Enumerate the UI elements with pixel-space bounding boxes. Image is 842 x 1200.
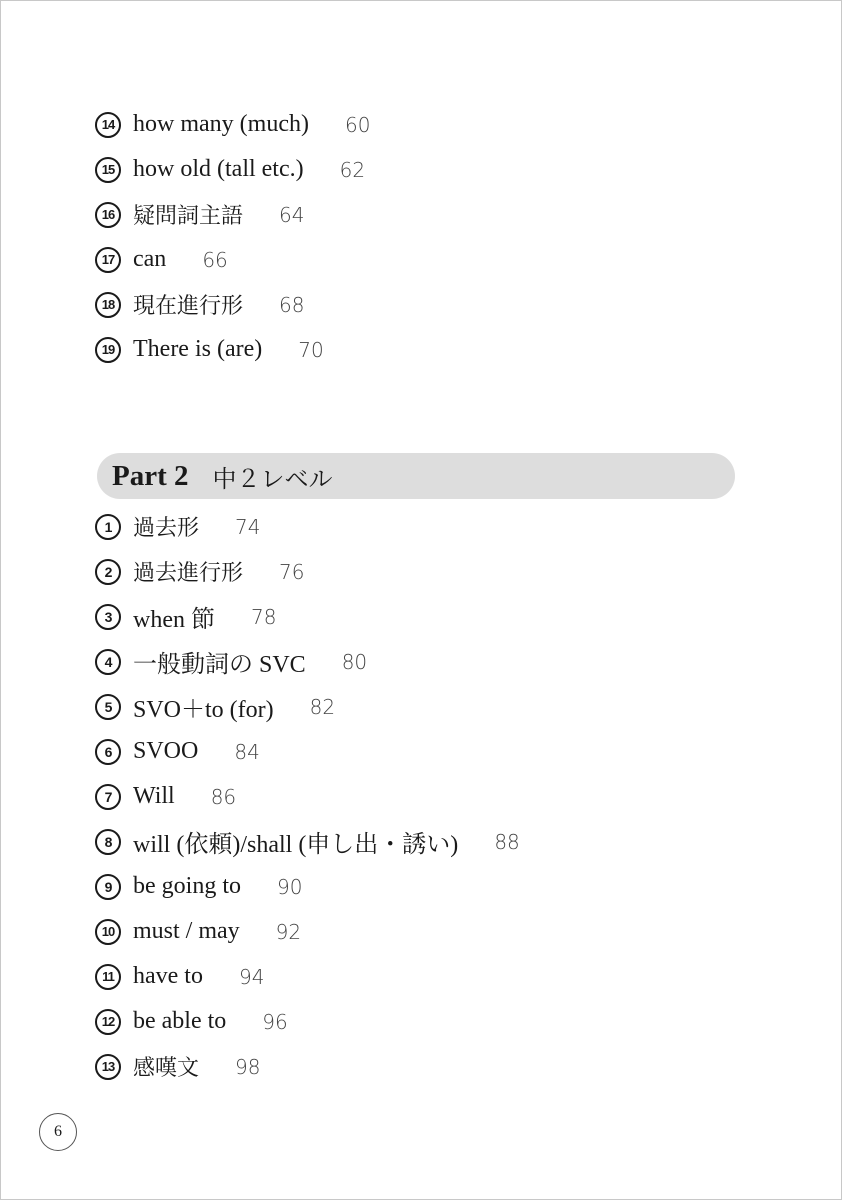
part-title: 中２レベル	[212, 464, 333, 493]
entry-title: 疑問詞主語	[133, 204, 244, 229]
part-heading	[97, 453, 735, 499]
entry-number-badge: 16	[95, 202, 121, 228]
entry-title: be able to	[133, 1008, 227, 1034]
entry-number-badge: 13	[95, 1054, 121, 1080]
toc-entry[interactable]	[95, 684, 520, 729]
entry-number-badge: 15	[95, 157, 121, 183]
entry-title: 過去形	[133, 516, 200, 541]
entry-number-badge: 10	[95, 919, 121, 945]
entry-page-number: 74	[235, 514, 261, 539]
entry-page-number: 78	[250, 604, 277, 629]
entry-title: have to	[133, 963, 203, 989]
entry-page-number: 98	[235, 1054, 261, 1079]
toc-entry[interactable]	[95, 192, 370, 237]
toc-entry[interactable]	[95, 1044, 520, 1089]
entry-title: Will	[133, 783, 175, 809]
entry-page-number: 92	[275, 919, 302, 944]
entry-page-number: 60	[344, 112, 371, 137]
entry-number-badge: 3	[95, 604, 121, 630]
entry-number-badge: 14	[95, 112, 121, 138]
entry-title: 感嘆文	[133, 1056, 200, 1081]
toc-entry[interactable]	[95, 729, 520, 774]
entry-page-number: 90	[277, 874, 303, 899]
entry-title: will (依頼)/shall (申し出・誘い)	[133, 832, 459, 858]
entry-number-badge: 9	[95, 874, 121, 900]
toc-entry[interactable]	[95, 909, 520, 954]
entry-title: There is (are)	[133, 336, 263, 362]
toc-entry[interactable]	[95, 282, 370, 327]
entry-title: SVOO	[133, 738, 199, 764]
toc-entry[interactable]	[95, 819, 520, 864]
entry-number-badge: 17	[95, 247, 121, 273]
entry-number-badge: 7	[95, 784, 121, 810]
entry-number-badge: 2	[95, 559, 121, 585]
entry-page-number: 82	[309, 694, 336, 719]
entry-page-number: 64	[279, 202, 305, 227]
page-number: 6	[39, 1113, 77, 1151]
entry-page-number: 76	[279, 559, 305, 584]
entry-title: 一般動詞の SVC	[133, 652, 306, 678]
entry-title: how old (tall etc.)	[133, 156, 304, 182]
toc-entry[interactable]	[95, 237, 370, 282]
entry-page-number: 62	[339, 157, 366, 182]
entry-page-number: 96	[262, 1009, 288, 1034]
toc-entry[interactable]	[95, 999, 520, 1044]
entry-page-number: 88	[494, 829, 520, 854]
entry-title: 過去進行形	[133, 561, 244, 586]
entry-number-badge: 8	[95, 829, 121, 855]
part-label: Part 2	[112, 459, 189, 492]
entry-title: can	[133, 246, 167, 272]
toc-list-part1-continued	[95, 102, 370, 372]
entry-number-badge: 12	[95, 1009, 121, 1035]
toc-entry[interactable]	[95, 504, 520, 549]
toc-list-part2	[95, 504, 520, 1089]
entry-title: SVO＋to (for)	[133, 697, 274, 723]
entry-title: must / may	[133, 918, 240, 944]
toc-entry[interactable]	[95, 102, 370, 147]
entry-number-badge: 18	[95, 292, 121, 318]
entry-title: when 節	[133, 607, 215, 633]
entry-page-number: 70	[298, 337, 324, 362]
entry-number-badge: 1	[95, 514, 121, 540]
entry-page-number: 68	[279, 292, 305, 317]
entry-number-badge: 6	[95, 739, 121, 765]
entry-page-number: 84	[234, 739, 260, 764]
entry-number-badge: 4	[95, 649, 121, 675]
entry-title: be going to	[133, 873, 241, 899]
entry-title: how many (much)	[133, 111, 309, 137]
entry-page-number: 86	[210, 784, 237, 809]
toc-entry[interactable]	[95, 864, 520, 909]
entry-number-badge: 5	[95, 694, 121, 720]
toc-entry[interactable]	[95, 327, 370, 372]
entry-page-number: 94	[238, 964, 265, 989]
toc-entry[interactable]	[95, 594, 520, 639]
toc-entry[interactable]	[95, 639, 520, 684]
entry-title: 現在進行形	[133, 294, 244, 319]
entry-number-badge: 19	[95, 337, 121, 363]
toc-entry[interactable]	[95, 954, 520, 999]
toc-entry[interactable]	[95, 147, 370, 192]
entry-page-number: 66	[202, 247, 228, 272]
toc-entry[interactable]	[95, 549, 520, 594]
entry-number-badge: 11	[95, 964, 121, 990]
entry-page-number: 80	[341, 649, 368, 674]
toc-entry[interactable]	[95, 774, 520, 819]
